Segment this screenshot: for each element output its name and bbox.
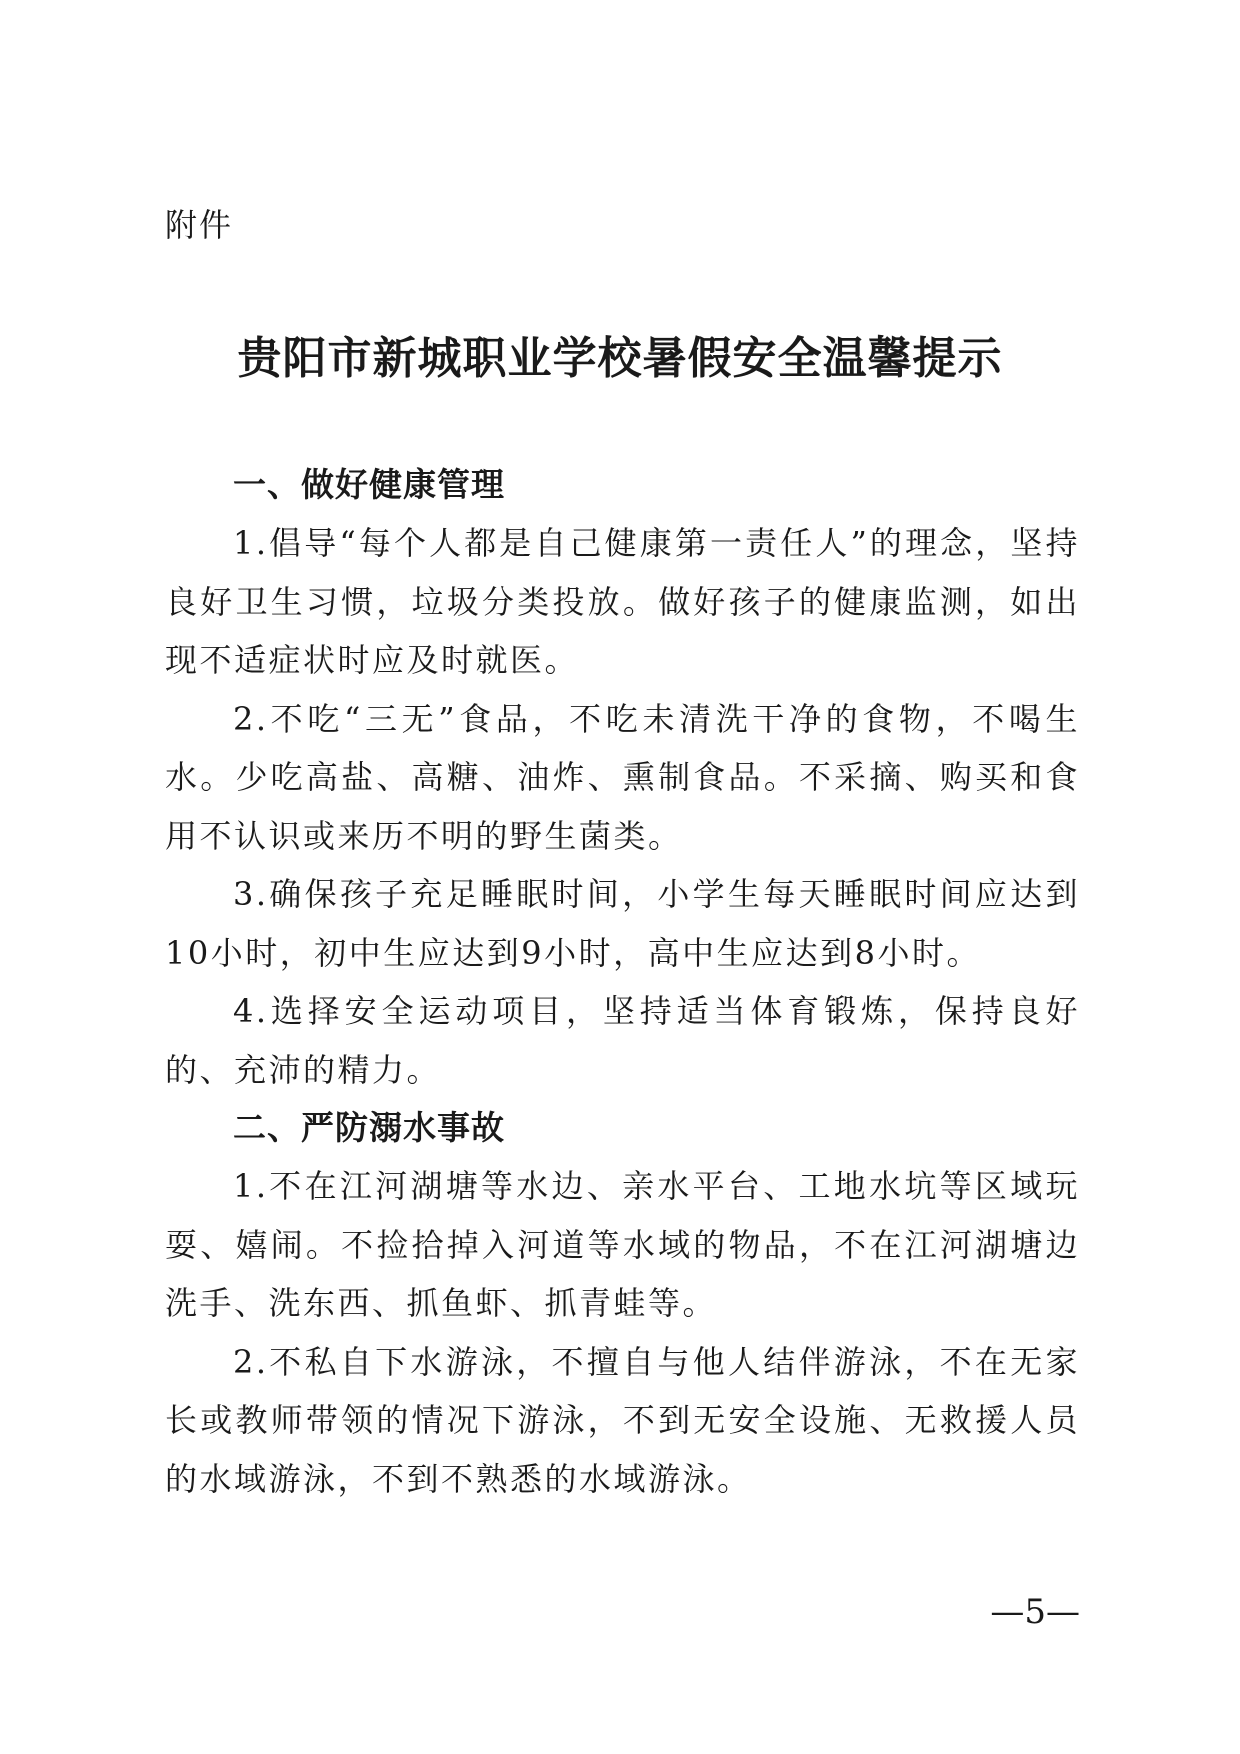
document-title: 贵阳市新城职业学校暑假安全温馨提示 [237, 333, 1003, 385]
section-item: 4.选择安全运动项目，坚持适当体育锻炼，保持良好的、充沛的精力。 [165, 992, 1080, 1089]
section-heading: 一、做好健康管理 [233, 465, 505, 504]
attachment-label: 附件 [165, 206, 234, 244]
section-health [165, 456, 1080, 1099]
document-content [165, 456, 1080, 1508]
section-heading: 二、严防溺水事故 [233, 1108, 505, 1147]
section-item: 1.倡导“每个人都是自己健康第一责任人”的理念，坚持良好卫生习惯，垃圾分类投放。做好孩子的健康监测，如出现不适症状时应及时就医。 [165, 524, 1080, 679]
section-item: 1.不在江河湖塘等水边、亲水平台、工地水坑等区域玩耍、嬉闹。不捡拾掉入河道等水域的物品，不在江河湖塘边洗手、洗东西、抓鱼虾、抓青蛙等。 [165, 1167, 1080, 1322]
section-drowning [165, 1099, 1080, 1508]
section-item: 2.不私自下水游泳，不擅自与他人结伴游泳，不在无家长或教师带领的情况下游泳，不到无安全设施、无救援人员的水域游泳，不到不熟悉的水域游泳。 [165, 1342, 1080, 1498]
section-item: 3.确保孩子充足睡眠时间，小学生每天睡眠时间应达到10小时，初中生应达到9小时，高中生应达到8小时。 [165, 875, 1080, 972]
section-item: 2.不吃“三无”食品，不吃未清洗干净的食物，不喝生水。少吃高盐、高糖、油炸、熏制食品。不采摘、购买和食用不认识或来历不明的野生菌类。 [165, 699, 1080, 855]
page-number: —5— [990, 1592, 1080, 1632]
